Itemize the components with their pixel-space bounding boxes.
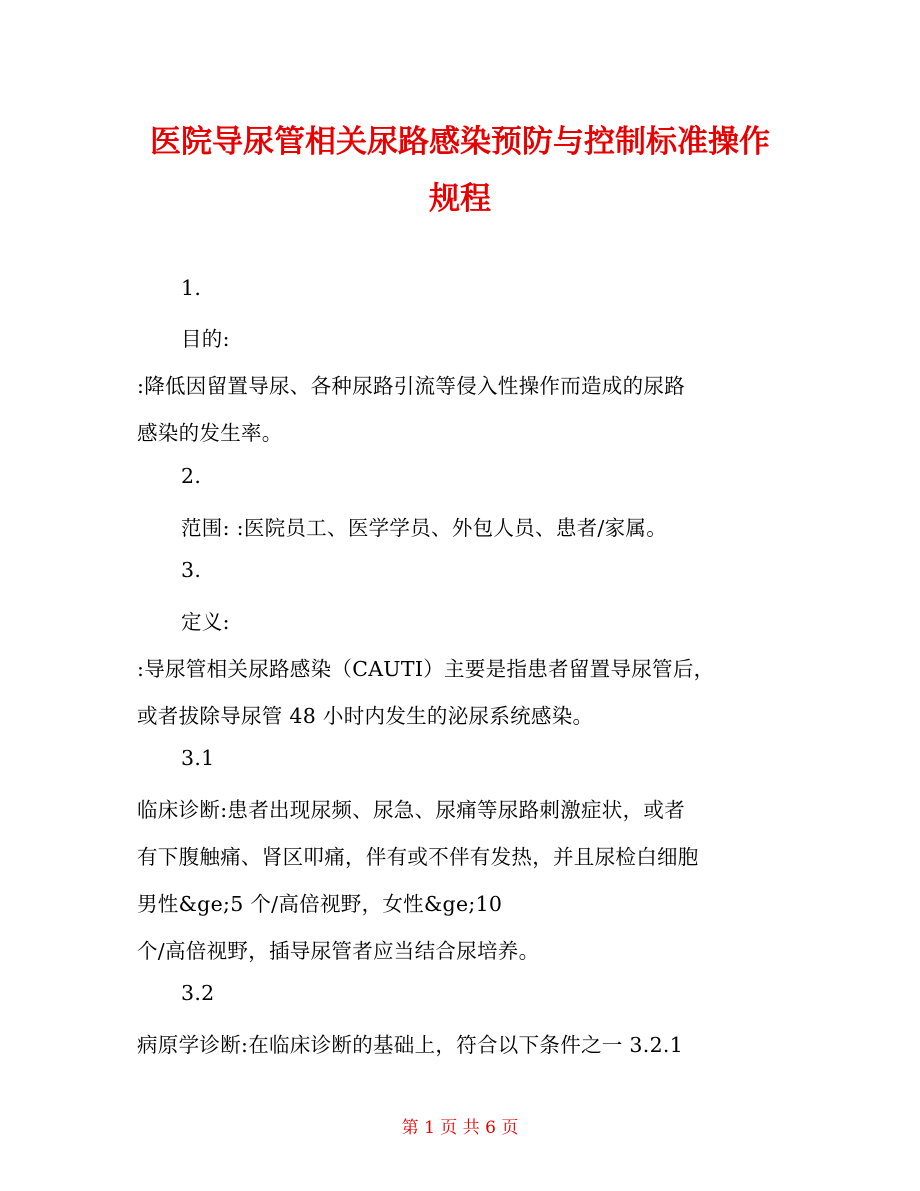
section-heading-definition: 定义:	[181, 610, 230, 634]
document-title-line-1: 医院导尿管相关尿路感染预防与控制标准操作	[150, 124, 770, 160]
section-number-3-2: 3.2	[181, 981, 215, 1005]
paragraph-line: 或者拔除导尿管 48 小时内发生的泌尿系统感染。	[137, 704, 594, 728]
section-number-3: 3.	[181, 558, 202, 582]
page-footer: 第 1 页 共 6 页	[401, 1118, 519, 1138]
paragraph-line: 病原学诊断:在临床诊断的基础上，符合以下条件之一 3.2.1	[137, 1033, 684, 1057]
paragraph-line: 临床诊断:患者出现尿频、尿急、尿痛等尿路刺激症状，或者	[137, 798, 686, 822]
section-number-1: 1.	[181, 276, 202, 300]
paragraph-line: 男性&ge;5 个/高倍视野，女性&ge;10	[137, 892, 503, 916]
section-number-2: 2.	[181, 464, 202, 488]
paragraph-line: :降低因留置导尿、各种尿路引流等侵入性操作而造成的尿路	[137, 374, 686, 398]
paragraph-line: 有下腹触痛、肾区叩痛，伴有或不伴有发热，并且尿检白细胞	[137, 845, 699, 869]
paragraph-line: 感染的发生率。	[137, 421, 283, 445]
paragraph-line: 个/高倍视野，插导尿管者应当结合尿培养。	[137, 939, 540, 963]
section-scope: 范围: :医院员工、医学学员、外包人员、患者/家属。	[181, 516, 668, 540]
paragraph-line: :导尿管相关尿路感染（CAUTI）主要是指患者留置导尿管后，	[137, 657, 715, 681]
section-number-3-1: 3.1	[181, 746, 215, 770]
section-heading-purpose: 目的:	[181, 327, 230, 351]
document-title-line-2: 规程	[429, 181, 491, 217]
